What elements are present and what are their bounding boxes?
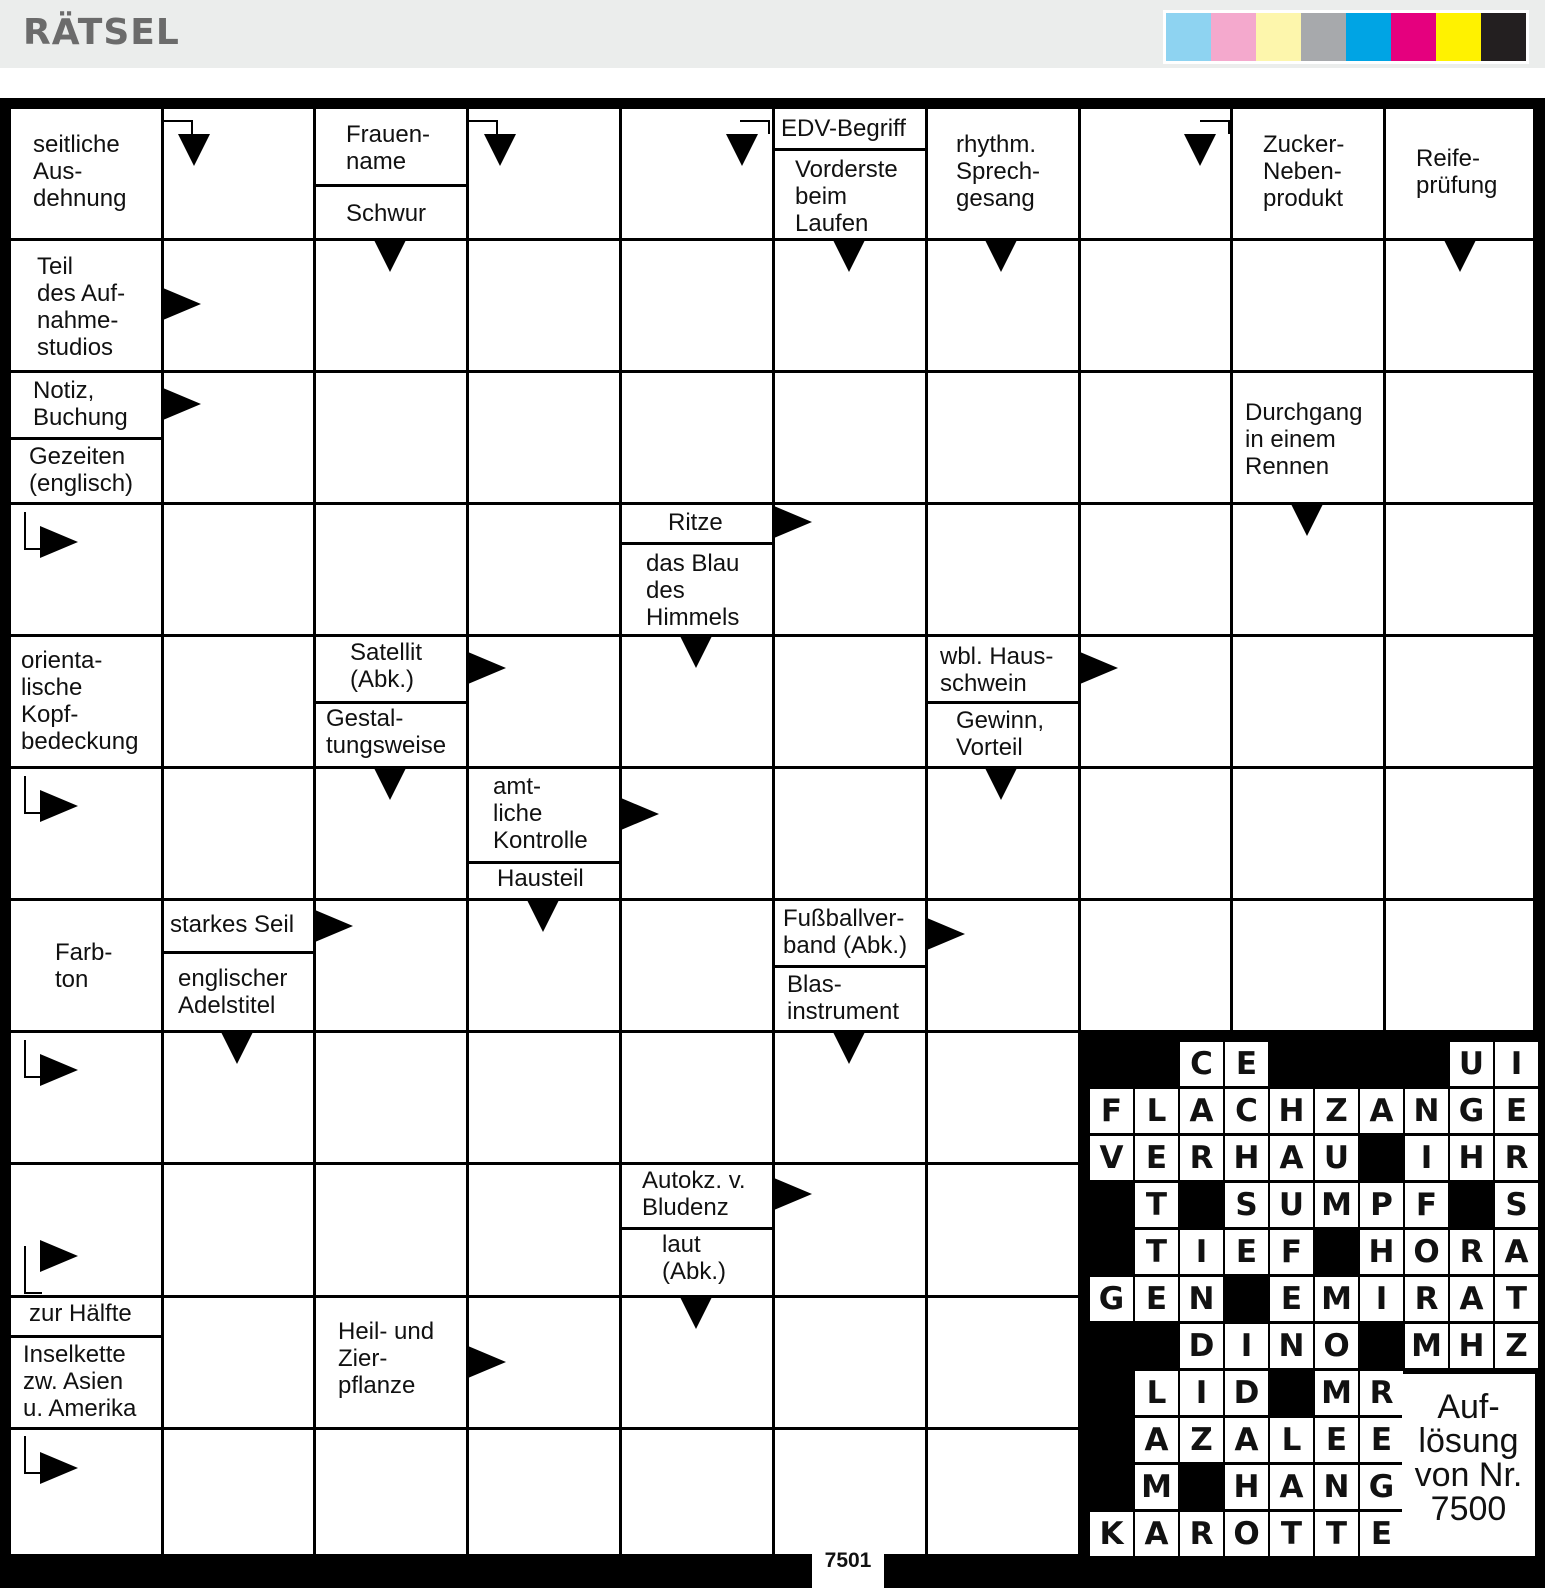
answer-cell[interactable] xyxy=(622,241,772,370)
clue-laut: laut (Abk.) xyxy=(622,1229,772,1295)
solution-letter: H xyxy=(1225,1136,1268,1180)
leader-line xyxy=(24,1472,42,1474)
leader-line xyxy=(496,120,498,134)
leader-line xyxy=(24,1292,42,1294)
arrow-right-icon xyxy=(40,526,78,558)
answer-cell[interactable] xyxy=(469,241,619,370)
clue-edv-begriff: EDV-Begriff xyxy=(775,109,925,148)
clue-blau: das Blau des Himmels xyxy=(622,544,772,634)
arrow-right-icon xyxy=(315,910,353,942)
clue-studio: Teil des Auf- nahme- studios xyxy=(11,241,161,370)
clue-notiz: Notiz, Buchung xyxy=(11,373,161,436)
solution-letter: H xyxy=(1360,1230,1403,1274)
answer-cell[interactable] xyxy=(316,1165,466,1295)
leader-line xyxy=(24,812,42,814)
solution-letter: L xyxy=(1135,1089,1178,1133)
page-title: RÄTSEL xyxy=(23,12,180,53)
answer-cell[interactable] xyxy=(316,373,466,502)
answer-cell[interactable] xyxy=(928,373,1078,502)
clue-sprechgesang: rhythm. Sprech- gesang xyxy=(928,109,1078,238)
answer-cell[interactable] xyxy=(11,1165,161,1295)
solution-letter: H xyxy=(1450,1324,1493,1368)
solution-letter: T xyxy=(1495,1277,1538,1321)
solution-letter: O xyxy=(1315,1324,1358,1368)
clue-divider xyxy=(469,861,619,864)
arrow-down-icon xyxy=(527,900,559,932)
clue-vorderste: Vorderste beim Laufen xyxy=(775,150,925,238)
arrow-right-icon xyxy=(40,1054,78,1086)
answer-cell[interactable] xyxy=(775,769,925,898)
leader-line xyxy=(740,120,770,122)
leader-line xyxy=(24,512,26,550)
arrow-down-icon xyxy=(178,134,210,166)
solution-letter: M xyxy=(1135,1465,1178,1509)
solution-letter: Z xyxy=(1315,1089,1358,1133)
solution-letter: A xyxy=(1270,1465,1313,1509)
color-calibration-bar xyxy=(1163,10,1529,64)
solution-letter: H xyxy=(1225,1465,1268,1509)
answer-cell[interactable] xyxy=(1233,637,1383,766)
arrow-right-icon xyxy=(1080,652,1118,684)
clue-hausschwein: wbl. Haus- schwein xyxy=(928,637,1078,700)
clue-divider xyxy=(11,1335,161,1338)
leader-line xyxy=(1200,120,1230,122)
answer-cell[interactable] xyxy=(1081,109,1230,238)
solution-letter: R xyxy=(1180,1512,1223,1556)
answer-cell[interactable] xyxy=(316,1430,466,1554)
solution-letter: U xyxy=(1315,1136,1358,1180)
answer-cell[interactable] xyxy=(469,1430,619,1554)
clue-divider xyxy=(775,965,925,968)
answer-cell[interactable] xyxy=(622,769,772,898)
answer-cell[interactable] xyxy=(1233,901,1383,1030)
answer-cell[interactable] xyxy=(1386,505,1533,634)
arrow-down-icon xyxy=(833,240,865,272)
solution-letter: E xyxy=(1135,1136,1178,1180)
solution-letter: N xyxy=(1180,1277,1223,1321)
solution-letter: R xyxy=(1495,1136,1538,1180)
arrow-down-icon xyxy=(1184,134,1216,166)
leader-line xyxy=(163,120,193,122)
arrow-down-icon xyxy=(1444,240,1476,272)
solution-letter: K xyxy=(1090,1512,1133,1556)
solution-letter: T xyxy=(1315,1512,1358,1556)
leader-line xyxy=(468,120,498,122)
arrow-down-icon xyxy=(985,768,1017,800)
answer-cell[interactable] xyxy=(469,1165,619,1295)
answer-cell[interactable] xyxy=(622,901,772,1030)
answer-cell[interactable] xyxy=(11,1033,161,1162)
arrow-down-icon xyxy=(726,134,758,166)
solution-letter: A xyxy=(1180,1089,1223,1133)
solution-letter: A xyxy=(1225,1418,1268,1462)
solution-letter: E xyxy=(1270,1277,1313,1321)
arrow-down-icon xyxy=(680,636,712,668)
arrow-down-icon xyxy=(833,1032,865,1064)
solution-letter: A xyxy=(1450,1277,1493,1321)
answer-cell[interactable] xyxy=(11,1430,161,1554)
color-swatch xyxy=(1256,13,1301,61)
clue-insel: Inselkette zw. Asien u. Amerika xyxy=(11,1337,161,1427)
solution-letter: E xyxy=(1360,1512,1403,1556)
answer-cell[interactable] xyxy=(11,505,161,634)
solution-letter: M xyxy=(1315,1371,1358,1415)
color-swatch xyxy=(1166,13,1211,61)
solution-letter: E xyxy=(1495,1089,1538,1133)
arrow-down-icon xyxy=(1291,504,1323,536)
solution-letter: R xyxy=(1450,1230,1493,1274)
arrow-down-icon xyxy=(484,134,516,166)
answer-cell[interactable] xyxy=(1081,769,1230,898)
solution-letter: I xyxy=(1405,1136,1448,1180)
solution-letter: A xyxy=(1360,1089,1403,1133)
solution-letter: G xyxy=(1090,1277,1133,1321)
solution-letter: I xyxy=(1225,1324,1268,1368)
solution-letter: N xyxy=(1315,1465,1358,1509)
answer-cell[interactable] xyxy=(1081,901,1230,1030)
leader-line xyxy=(24,1246,26,1294)
answer-cell[interactable] xyxy=(775,373,925,502)
clue-farbton: Farb- ton xyxy=(11,901,161,1030)
arrow-right-icon xyxy=(621,798,659,830)
solution-letter: C xyxy=(1180,1042,1223,1086)
color-swatch xyxy=(1211,13,1256,61)
solution-letter: V xyxy=(1090,1136,1133,1180)
answer-cell[interactable] xyxy=(164,637,313,766)
leader-line xyxy=(24,776,26,814)
clue-gezeiten: Gezeiten (englisch) xyxy=(11,439,161,502)
solution-letter: Z xyxy=(1180,1418,1223,1462)
puzzle-number: 7501 xyxy=(812,1546,884,1588)
solution-letter: O xyxy=(1225,1512,1268,1556)
color-swatch xyxy=(1481,13,1526,61)
clue-divider xyxy=(164,951,313,954)
arrow-right-icon xyxy=(774,506,812,538)
solution-letter: F xyxy=(1405,1183,1448,1227)
clue-kontrolle: amt- liche Kontrolle xyxy=(469,769,619,861)
answer-cell[interactable] xyxy=(1233,241,1383,370)
arrow-right-icon xyxy=(40,1452,78,1484)
solution-letter: A xyxy=(1270,1136,1313,1180)
solution-letter: E xyxy=(1360,1418,1403,1462)
solution-letter: R xyxy=(1360,1371,1403,1415)
color-swatch xyxy=(1436,13,1481,61)
solution-letter: E xyxy=(1225,1230,1268,1274)
answer-cell[interactable] xyxy=(164,1430,313,1554)
leader-line xyxy=(1228,120,1230,134)
clue-gestal: Gestal- tungsweise xyxy=(316,703,466,766)
clue-durchgang: Durchgang in einem Rennen xyxy=(1233,373,1383,502)
solution-letter: M xyxy=(1315,1183,1358,1227)
clue-bludenz: Autokz. v. Bludenz xyxy=(622,1165,772,1226)
solution-letter: T xyxy=(1135,1230,1178,1274)
arrow-down-icon xyxy=(374,768,406,800)
arrow-right-icon xyxy=(163,388,201,420)
clue-frauenname: Frauen- name xyxy=(316,109,466,184)
clue-seil: starkes Seil xyxy=(164,901,313,950)
answer-cell[interactable] xyxy=(1233,769,1383,898)
solution-letter: M xyxy=(1315,1277,1358,1321)
leader-line xyxy=(191,120,193,134)
answer-cell[interactable] xyxy=(622,373,772,502)
solution-letter: Z xyxy=(1495,1324,1538,1368)
clue-divider xyxy=(316,701,466,704)
clue-divider xyxy=(775,148,925,151)
clue-ritze: Ritze xyxy=(622,505,772,541)
solution-letter: D xyxy=(1180,1324,1223,1368)
solution-caption: Auf- lösung von Nr. 7500 xyxy=(1402,1374,1535,1556)
clue-reife: Reife- prüfung xyxy=(1386,109,1533,238)
solution-letter: H xyxy=(1450,1136,1493,1180)
clue-divider xyxy=(928,701,1078,704)
solution-letter: I xyxy=(1180,1371,1223,1415)
arrow-right-icon xyxy=(163,288,201,320)
solution-letter: D xyxy=(1225,1371,1268,1415)
clue-blas: Blas- instrument xyxy=(775,967,925,1030)
solution-letter: R xyxy=(1180,1136,1223,1180)
answer-cell[interactable] xyxy=(775,637,925,766)
leader-line xyxy=(768,120,770,134)
answer-cell[interactable] xyxy=(622,1430,772,1554)
solution-letter: N xyxy=(1405,1089,1448,1133)
clue-schwur: Schwur xyxy=(316,186,466,238)
solution-letter: G xyxy=(1360,1465,1403,1509)
clue-hausteil: Hausteil xyxy=(469,863,619,898)
solution-letter: G xyxy=(1450,1089,1493,1133)
solution-letter: U xyxy=(1270,1183,1313,1227)
leader-line xyxy=(24,1076,42,1078)
clue-divider xyxy=(622,1227,772,1230)
header-bar xyxy=(0,0,1545,68)
arrow-down-icon xyxy=(985,240,1017,272)
solution-letter: F xyxy=(1090,1089,1133,1133)
clue-gewinn: Gewinn, Vorteil xyxy=(928,703,1078,766)
arrow-right-icon xyxy=(468,1346,506,1378)
answer-cell[interactable] xyxy=(1081,241,1230,370)
color-swatch xyxy=(1346,13,1391,61)
solution-letter: S xyxy=(1495,1183,1538,1227)
arrow-right-icon xyxy=(40,1240,78,1272)
answer-cell[interactable] xyxy=(1081,505,1230,634)
solution-letter: O xyxy=(1405,1230,1448,1274)
answer-cell[interactable] xyxy=(469,505,619,634)
clue-satellit: Satellit (Abk.) xyxy=(316,637,466,700)
clue-seitliche-ausdehnung: seitliche Aus- dehnung xyxy=(11,109,161,238)
solution-letter: E xyxy=(1135,1277,1178,1321)
solution-letter: E xyxy=(1315,1418,1358,1462)
solution-letter: A xyxy=(1135,1512,1178,1556)
answer-cell[interactable] xyxy=(164,109,313,238)
leader-line xyxy=(24,548,42,550)
solution-letter: C xyxy=(1225,1089,1268,1133)
answer-cell[interactable] xyxy=(164,1298,313,1427)
clue-divider xyxy=(11,437,161,440)
answer-cell[interactable] xyxy=(1081,373,1230,502)
arrow-right-icon xyxy=(40,790,78,822)
answer-cell[interactable] xyxy=(775,1430,925,1554)
color-swatch xyxy=(1301,13,1346,61)
arrow-down-icon xyxy=(221,1032,253,1064)
answer-cell[interactable] xyxy=(164,1165,313,1295)
answer-cell[interactable] xyxy=(928,1033,1078,1162)
answer-cell[interactable] xyxy=(316,505,466,634)
solution-letter: I xyxy=(1360,1277,1403,1321)
answer-cell[interactable] xyxy=(316,1033,466,1162)
clue-divider xyxy=(316,184,466,187)
leader-line xyxy=(24,1040,26,1078)
arrow-down-icon xyxy=(680,1297,712,1329)
solution-letter: N xyxy=(1270,1324,1313,1368)
answer-cell[interactable] xyxy=(164,505,313,634)
answer-cell[interactable] xyxy=(622,109,772,238)
solution-letter: F xyxy=(1270,1230,1313,1274)
solution-letter: R xyxy=(1405,1277,1448,1321)
solution-letter: I xyxy=(1180,1230,1223,1274)
answer-cell[interactable] xyxy=(1386,637,1533,766)
answer-cell[interactable] xyxy=(11,769,161,898)
arrow-right-icon xyxy=(468,652,506,684)
solution-letter: S xyxy=(1225,1183,1268,1227)
clue-fussball: Fußballver- band (Abk.) xyxy=(775,901,925,964)
arrow-right-icon xyxy=(927,918,965,950)
clue-divider xyxy=(622,542,772,545)
arrow-down-icon xyxy=(374,240,406,272)
solution-letter: I xyxy=(1495,1042,1538,1086)
answer-cell[interactable] xyxy=(1386,769,1533,898)
answer-cell[interactable] xyxy=(928,1430,1078,1554)
answer-cell[interactable] xyxy=(164,769,313,898)
color-swatch xyxy=(1391,13,1436,61)
solution-letter: P xyxy=(1360,1183,1403,1227)
answer-cell[interactable] xyxy=(1386,373,1533,502)
solution-letter: M xyxy=(1405,1324,1448,1368)
solution-letter: L xyxy=(1270,1418,1313,1462)
answer-cell[interactable] xyxy=(622,1033,772,1162)
clue-kopf: orienta- lische Kopf- bedeckung xyxy=(11,637,161,766)
clue-adel: englischer Adelstitel xyxy=(164,953,313,1030)
clue-heil: Heil- und Zier- pflanze xyxy=(316,1298,466,1427)
answer-cell[interactable] xyxy=(928,1298,1078,1427)
solution-letter: A xyxy=(1495,1230,1538,1274)
answer-cell[interactable] xyxy=(928,505,1078,634)
answer-cell[interactable] xyxy=(1386,901,1533,1030)
answer-cell[interactable] xyxy=(469,373,619,502)
solution-letter: A xyxy=(1135,1418,1178,1462)
solution-letter: T xyxy=(1135,1183,1178,1227)
solution-letter: U xyxy=(1450,1042,1493,1086)
clue-haelfte: zur Hälfte xyxy=(11,1298,161,1334)
answer-cell[interactable] xyxy=(469,1033,619,1162)
solution-letter: L xyxy=(1135,1371,1178,1415)
leader-line xyxy=(24,1436,26,1474)
solution-letter: E xyxy=(1225,1042,1268,1086)
arrow-right-icon xyxy=(774,1178,812,1210)
solution-letter: H xyxy=(1270,1089,1313,1133)
answer-cell[interactable] xyxy=(928,1165,1078,1295)
solution-letter: T xyxy=(1270,1512,1313,1556)
clue-zucker: Zucker- Neben- produkt xyxy=(1233,109,1383,238)
answer-cell[interactable] xyxy=(775,1298,925,1427)
answer-cell[interactable] xyxy=(469,109,619,238)
